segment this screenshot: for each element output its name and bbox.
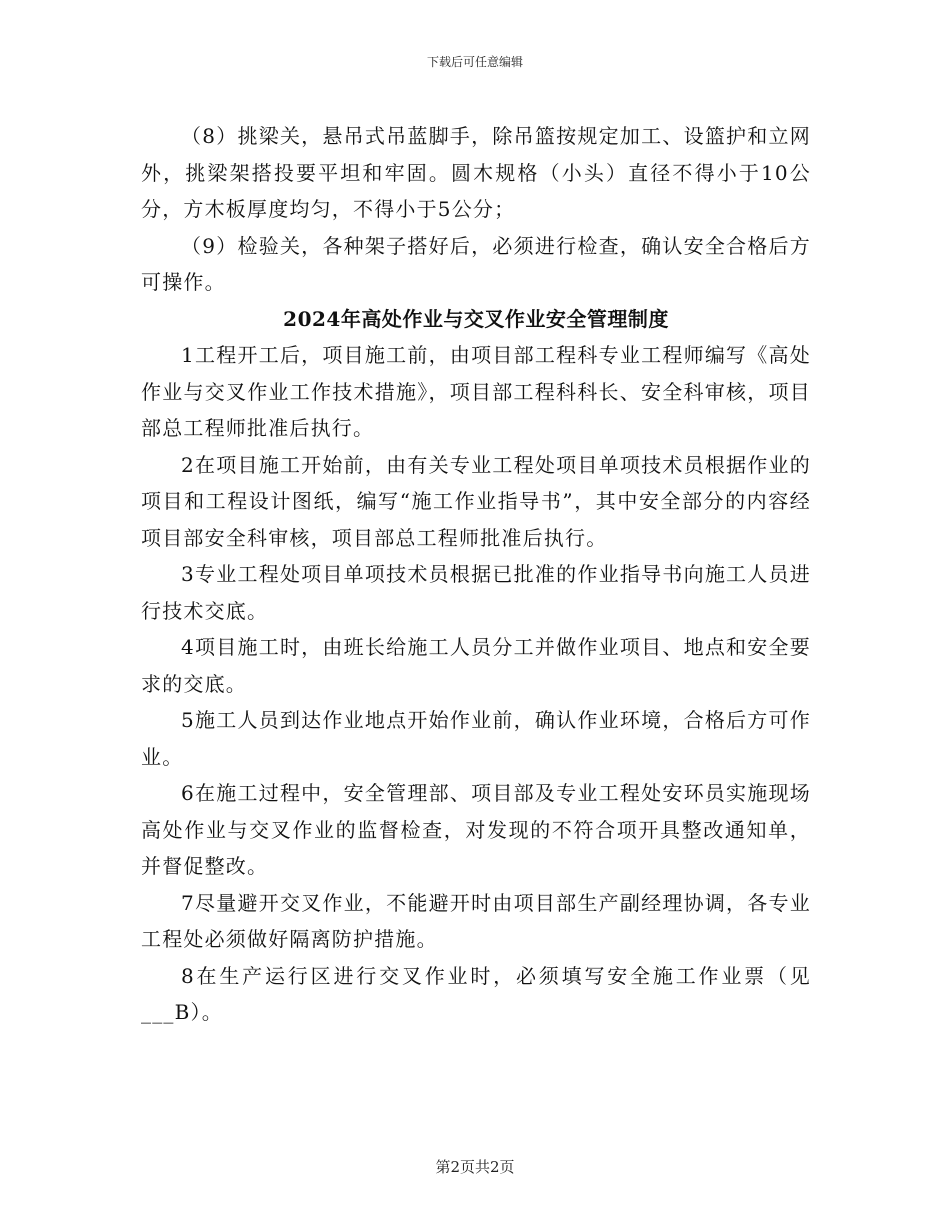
section-paragraph-4: 4项目施工时，由班长给施工人员分工并做作业项目、地点和安全要求的交底。 xyxy=(141,635,811,696)
section-paragraph-8: 8在生产运行区进行交叉作业时，必须填写安全施工作业票（见___B）。 xyxy=(141,963,811,1024)
page-footer-number: 第2页共2页 xyxy=(435,1158,515,1176)
page-header-note: 下载后可任意编辑 xyxy=(426,55,523,69)
section-paragraph-7: 7尽量避开交叉作业，不能避开时由项目部生产副经理协调，各专业工程处必须做好隔离防护措施。 xyxy=(141,890,811,951)
section-paragraph-2: 2在项目施工开始前，由有关专业工程处项目单项技术员根据作业的项目和工程设计图纸，编写“施工作业指导书”，其中安全部分的内容经项目部安全科审核，项目部总工程师批准后执行。 xyxy=(141,452,811,550)
section-paragraph-6: 6在施工过程中，安全管理部、项目部及专业工程处安环员实施现场高处作业与交叉作业的监督检查，对发现的不符合项开具整改通知单，并督促整改。 xyxy=(141,781,811,878)
paragraph-8: （8）挑梁关，悬吊式吊蓝脚手，除吊篮按规定加工、设篮护和立网外，挑梁架搭投要平坦和牢固。圆木规格（小头）直径不得小于10公分，方木板厚度均匀，不得小于5公分； xyxy=(141,124,811,221)
section-title: 2024年高处作业与交叉作业安全管理制度 xyxy=(283,306,669,331)
document-body xyxy=(141,118,811,1031)
section-paragraph-5: 5施工人员到达作业地点开始作业前，确认作业环境，合格后方可作业。 xyxy=(141,708,811,769)
section-paragraph-3: 3专业工程处项目单项技术员根据已批准的作业指导书向施工人员进行技术交底。 xyxy=(141,562,811,623)
paragraph-9: （9）检验关，各种架子搭好后，必须进行检查，确认安全合格后方可操作。 xyxy=(141,233,811,294)
section-paragraph-1: 1工程开工后，项目施工前，由项目部工程科专业工程师编写《高处作业与交叉作业工作技术措施》，项目部工程科科长、安全科审核，项目部总工程师批准后执行。 xyxy=(141,343,811,440)
